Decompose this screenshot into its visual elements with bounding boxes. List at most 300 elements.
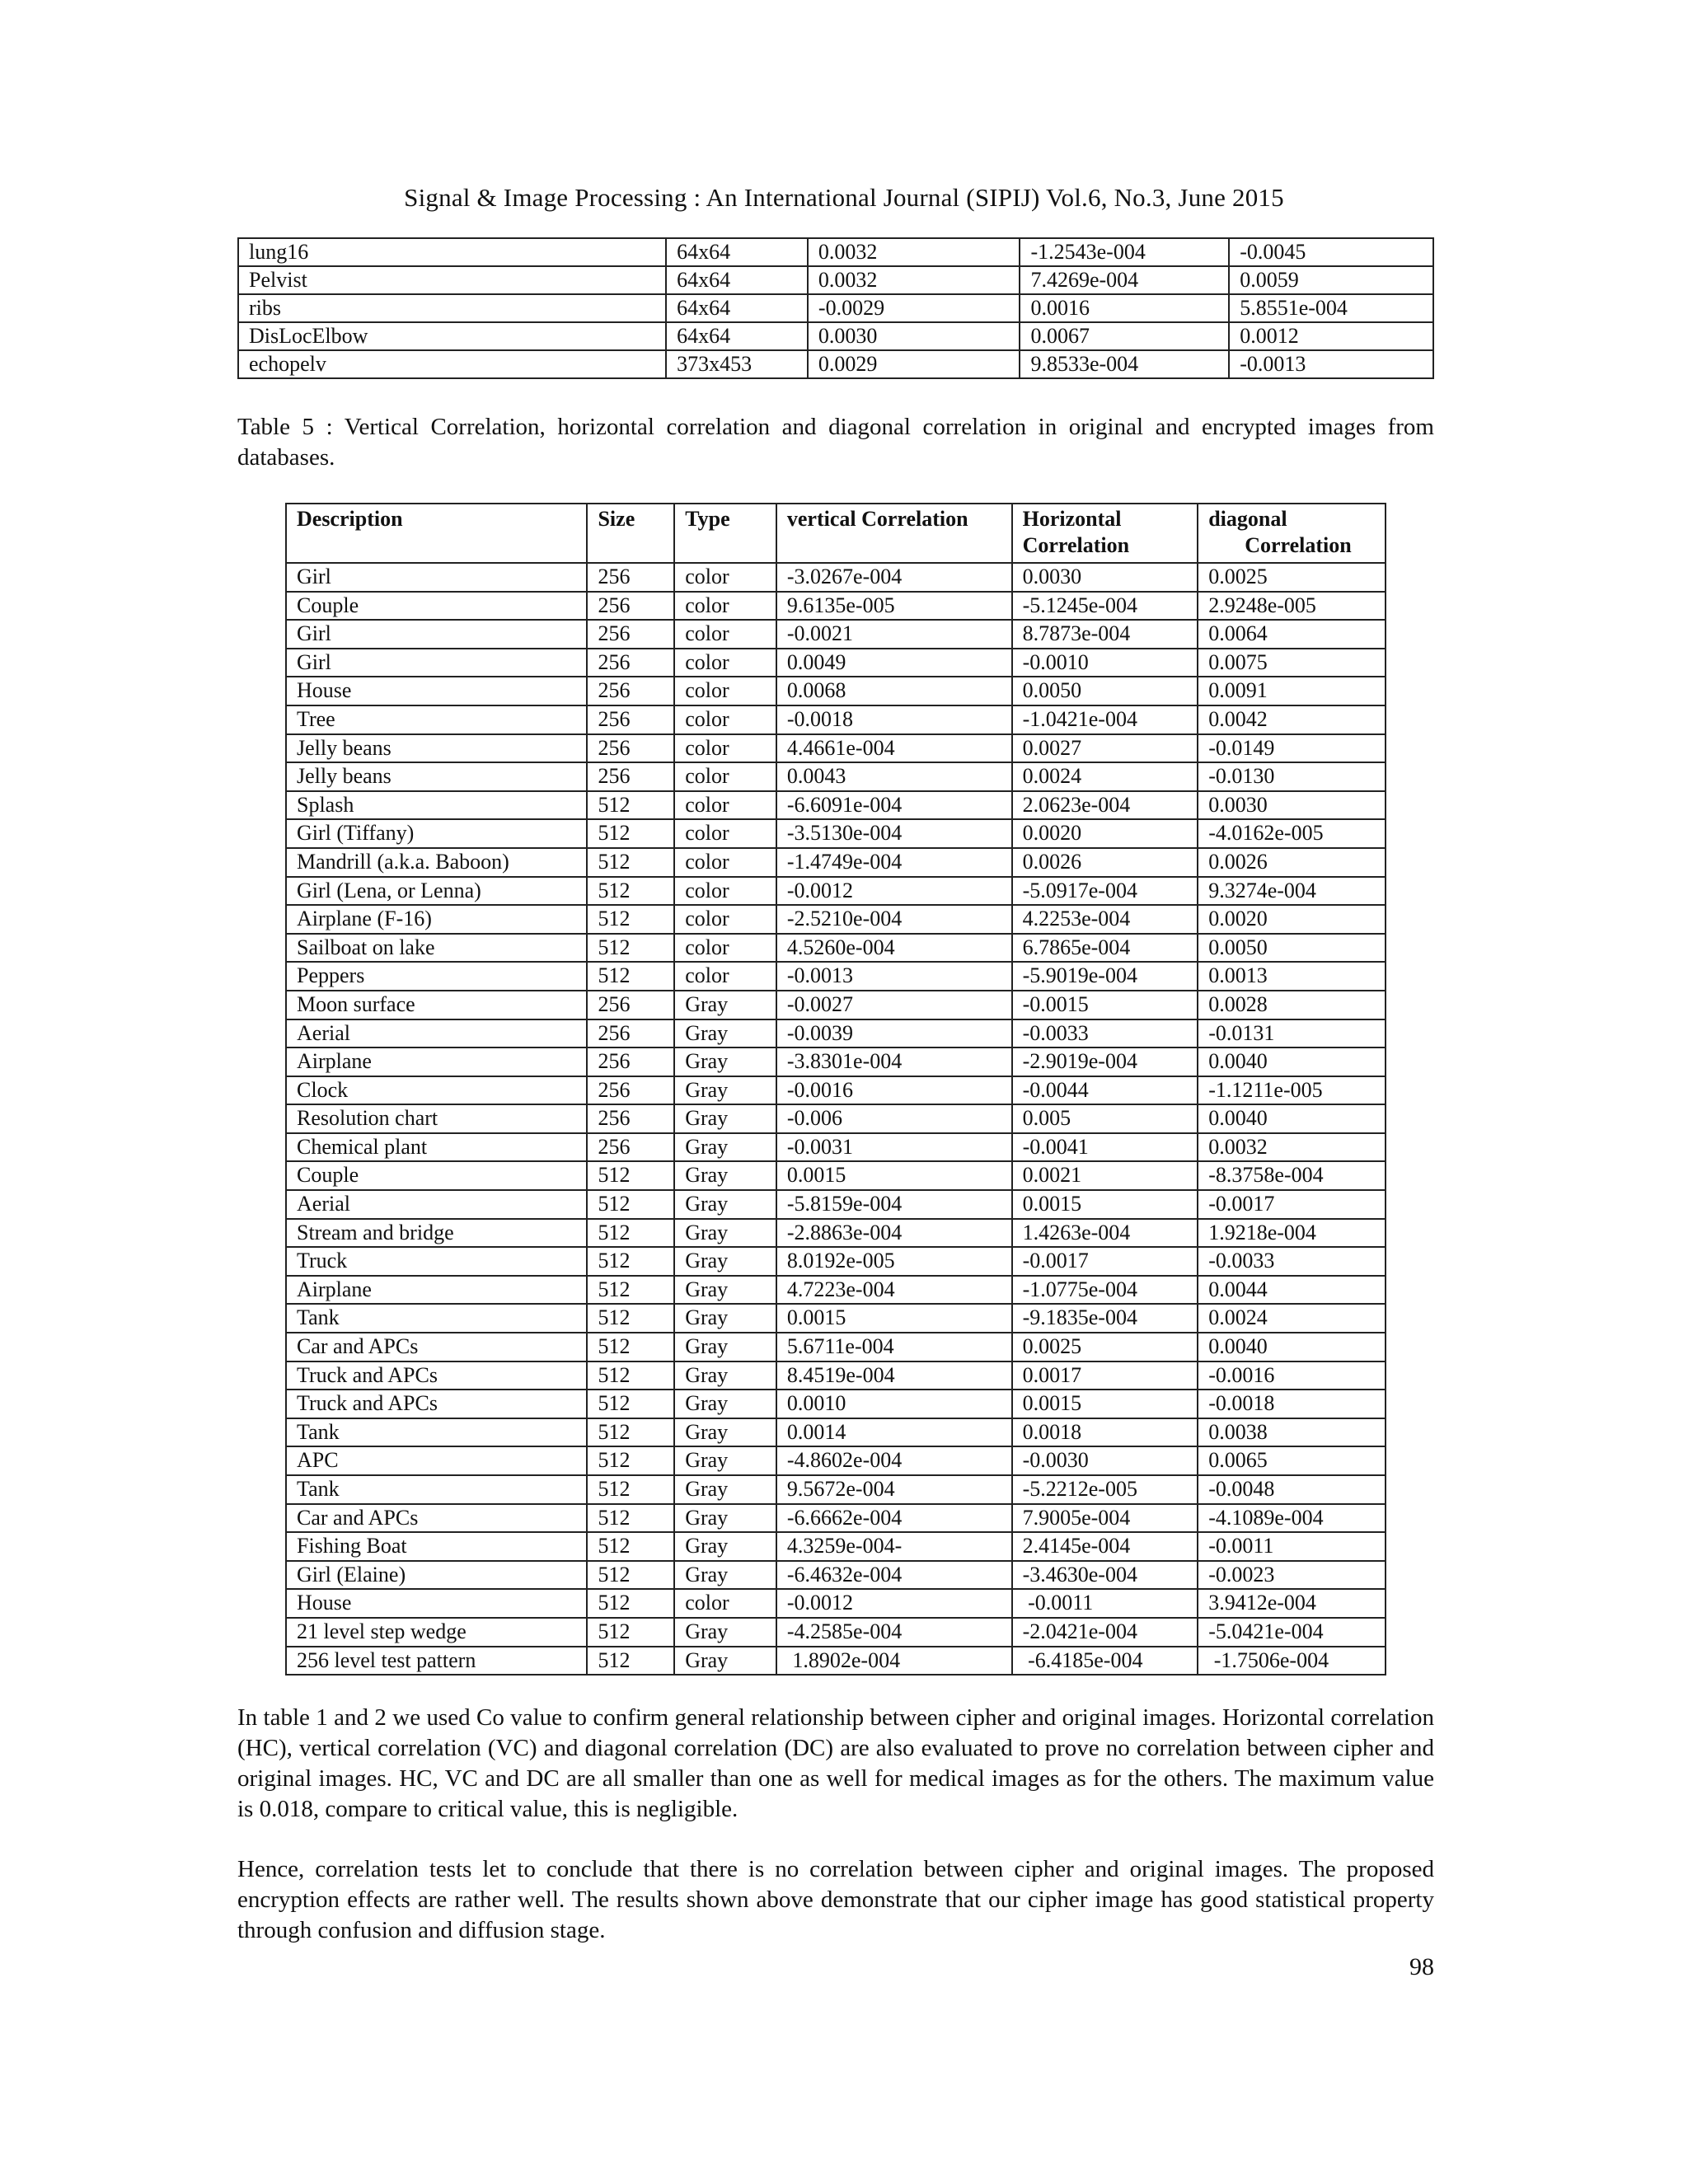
cell-type: color: [674, 734, 776, 763]
cell-diagonal-correlation: 0.0040: [1198, 1047, 1386, 1076]
cell-horizontal-correlation: 9.8533e-004: [1020, 350, 1229, 378]
cell-vertical-correlation: -6.6662e-004: [776, 1504, 1012, 1533]
table-row: [286, 991, 1386, 1019]
cell-vertical-correlation: -2.5210e-004: [776, 905, 1012, 934]
cell-type: color: [674, 1589, 776, 1618]
cell-size: 512: [587, 1589, 674, 1618]
cell-diagonal-correlation: 0.0026: [1198, 848, 1386, 877]
cell-type: color: [674, 592, 776, 621]
cell-description: Girl: [286, 620, 587, 649]
cell-vertical-correlation: -0.0029: [808, 294, 1020, 322]
cell-horizontal-correlation: 6.7865e-004: [1012, 934, 1198, 963]
table-row: [286, 1504, 1386, 1533]
cell-horizontal-correlation: 0.0025: [1012, 1333, 1198, 1361]
cell-size: 512: [587, 934, 674, 963]
cell-vertical-correlation: 4.7223e-004: [776, 1276, 1012, 1305]
cell-image-size: 64x64: [666, 294, 808, 322]
cell-vertical-correlation: -0.0031: [776, 1133, 1012, 1162]
cell-type: color: [674, 563, 776, 592]
table-row: [286, 1390, 1386, 1418]
table-row: [238, 322, 1433, 350]
cell-horizontal-correlation: -0.0030: [1012, 1446, 1198, 1475]
cell-vertical-correlation: -4.8602e-004: [776, 1446, 1012, 1475]
cell-diagonal-correlation: 0.0059: [1229, 266, 1433, 294]
cell-vertical-correlation: -0.0018: [776, 705, 1012, 734]
cell-vertical-correlation: -5.8159e-004: [776, 1190, 1012, 1219]
cell-vertical-correlation: 0.0032: [808, 238, 1020, 266]
cell-horizontal-correlation: 0.0024: [1012, 762, 1198, 791]
cell-size: 512: [587, 1304, 674, 1333]
cell-type: color: [674, 848, 776, 877]
cell-image-size: 64x64: [666, 322, 808, 350]
cell-type: Gray: [674, 1190, 776, 1219]
cell-type: color: [674, 705, 776, 734]
cell-type: Gray: [674, 1446, 776, 1475]
cell-diagonal-correlation: 0.0075: [1198, 649, 1386, 677]
table-row: [286, 1446, 1386, 1475]
cell-description: Chemical plant: [286, 1133, 587, 1162]
cell-description: Car and APCs: [286, 1333, 587, 1361]
cell-diagonal-correlation: 0.0040: [1198, 1333, 1386, 1361]
cell-type: Gray: [674, 1076, 776, 1105]
table-row: [286, 592, 1386, 621]
cell-vertical-correlation: 1.8902e-004: [776, 1647, 1012, 1675]
cell-horizontal-correlation: -2.0421e-004: [1012, 1618, 1198, 1647]
table-row: [286, 1361, 1386, 1390]
cell-diagonal-correlation: 2.9248e-005: [1198, 592, 1386, 621]
cell-image-name: Pelvist: [238, 266, 666, 294]
cell-diagonal-correlation: -0.0023: [1198, 1561, 1386, 1590]
cell-diagonal-correlation: -0.0018: [1198, 1390, 1386, 1418]
cell-vertical-correlation: -3.0267e-004: [776, 563, 1012, 592]
header-diagonal-line1: diagonal: [1208, 507, 1287, 531]
cell-type: color: [674, 962, 776, 991]
table-row: [286, 1532, 1386, 1561]
cell-size: 256: [587, 592, 674, 621]
cell-vertical-correlation: 8.4519e-004: [776, 1361, 1012, 1390]
header-horizontal-line2: Correlation: [1022, 533, 1130, 557]
cell-size: 512: [587, 791, 674, 820]
cell-diagonal-correlation: 0.0032: [1198, 1133, 1386, 1162]
cell-image-size: 64x64: [666, 266, 808, 294]
cell-image-name: echopelv: [238, 350, 666, 378]
cell-vertical-correlation: -0.0016: [776, 1076, 1012, 1105]
cell-diagonal-correlation: 1.9218e-004: [1198, 1219, 1386, 1248]
table-row: [286, 620, 1386, 649]
cell-description: Moon surface: [286, 991, 587, 1019]
table-row: [286, 563, 1386, 592]
cell-type: Gray: [674, 1475, 776, 1504]
cell-type: color: [674, 649, 776, 677]
correlation-table: [285, 503, 1386, 1675]
cell-horizontal-correlation: 0.0021: [1012, 1161, 1198, 1190]
cell-size: 512: [587, 1618, 674, 1647]
cell-vertical-correlation: -0.0012: [776, 1589, 1012, 1618]
table-row: [286, 1418, 1386, 1447]
table-row: [286, 1333, 1386, 1361]
cell-vertical-correlation: 0.0068: [776, 677, 1012, 705]
cell-diagonal-correlation: 0.0013: [1198, 962, 1386, 991]
table-row: [286, 934, 1386, 963]
table-row: [286, 791, 1386, 820]
table-row: [286, 1647, 1386, 1675]
cell-horizontal-correlation: -0.0033: [1012, 1019, 1198, 1048]
cell-size: 256: [587, 991, 674, 1019]
cell-diagonal-correlation: -1.1211e-005: [1198, 1076, 1386, 1105]
cell-horizontal-correlation: 2.0623e-004: [1012, 791, 1198, 820]
cell-size: 256: [587, 620, 674, 649]
cell-size: 512: [587, 1333, 674, 1361]
cell-vertical-correlation: 0.0015: [776, 1161, 1012, 1190]
cell-diagonal-correlation: 0.0050: [1198, 934, 1386, 963]
cell-description: Girl (Elaine): [286, 1561, 587, 1590]
cell-description: Girl: [286, 563, 587, 592]
cell-vertical-correlation: 0.0049: [776, 649, 1012, 677]
cell-vertical-correlation: 0.0043: [776, 762, 1012, 791]
cell-description: Airplane (F-16): [286, 905, 587, 934]
cell-vertical-correlation: 4.4661e-004: [776, 734, 1012, 763]
cell-type: Gray: [674, 1418, 776, 1447]
cell-diagonal-correlation: -0.0149: [1198, 734, 1386, 763]
cell-type: Gray: [674, 1019, 776, 1048]
cell-horizontal-correlation: 0.0050: [1012, 677, 1198, 705]
cell-description: Tank: [286, 1304, 587, 1333]
cell-vertical-correlation: 0.0029: [808, 350, 1020, 378]
cell-description: Tree: [286, 705, 587, 734]
cell-size: 256: [587, 705, 674, 734]
cell-diagonal-correlation: 0.0020: [1198, 905, 1386, 934]
cell-description: 256 level test pattern: [286, 1647, 587, 1675]
table-row: [286, 877, 1386, 906]
cell-diagonal-correlation: 0.0040: [1198, 1104, 1386, 1133]
cell-type: color: [674, 791, 776, 820]
cell-horizontal-correlation: -9.1835e-004: [1012, 1304, 1198, 1333]
cell-type: color: [674, 762, 776, 791]
cell-horizontal-correlation: 0.0026: [1012, 848, 1198, 877]
cell-description: Sailboat on lake: [286, 934, 587, 963]
table-row: [286, 1475, 1386, 1504]
cell-horizontal-correlation: -1.0775e-004: [1012, 1276, 1198, 1305]
cell-size: 256: [587, 649, 674, 677]
body-paragraph-2: Hence, correlation tests let to conclude that there is no correlation between cipher and original images. The proposed encryption effects are rather well. The results shown above demonstrate that our cipher image has good statistical property through confusion and diffusion stage.: [237, 1856, 1434, 1943]
cell-diagonal-correlation: 0.0012: [1229, 322, 1433, 350]
cell-horizontal-correlation: 7.4269e-004: [1020, 266, 1229, 294]
cell-description: Truck and APCs: [286, 1361, 587, 1390]
cell-horizontal-correlation: 0.0017: [1012, 1361, 1198, 1390]
cell-size: 256: [587, 677, 674, 705]
cell-type: Gray: [674, 1219, 776, 1248]
cell-description: Girl (Lena, or Lenna): [286, 877, 587, 906]
table-row: [286, 705, 1386, 734]
cell-vertical-correlation: 0.0010: [776, 1390, 1012, 1418]
cell-description: Splash: [286, 791, 587, 820]
cell-description: Tank: [286, 1418, 587, 1447]
cell-horizontal-correlation: 0.0018: [1012, 1418, 1198, 1447]
cell-vertical-correlation: 9.6135e-005: [776, 592, 1012, 621]
cell-description: Tank: [286, 1475, 587, 1504]
cell-type: color: [674, 905, 776, 934]
cell-diagonal-correlation: -4.1089e-004: [1198, 1504, 1386, 1533]
cell-diagonal-correlation: -5.0421e-004: [1198, 1618, 1386, 1647]
cell-diagonal-correlation: -1.7506e-004: [1198, 1647, 1386, 1675]
table-row: [238, 266, 1433, 294]
cell-type: Gray: [674, 1504, 776, 1533]
cell-size: 256: [587, 563, 674, 592]
cell-diagonal-correlation: -4.0162e-005: [1198, 819, 1386, 848]
cell-diagonal-correlation: 0.0065: [1198, 1446, 1386, 1475]
cell-size: 256: [587, 1104, 674, 1133]
cell-vertical-correlation: -6.6091e-004: [776, 791, 1012, 820]
cell-vertical-correlation: -4.2585e-004: [776, 1618, 1012, 1647]
cell-vertical-correlation: -0.0021: [776, 620, 1012, 649]
cell-vertical-correlation: -0.0039: [776, 1019, 1012, 1048]
cell-horizontal-correlation: -0.0041: [1012, 1133, 1198, 1162]
cell-type: Gray: [674, 1047, 776, 1076]
cell-diagonal-correlation: 0.0064: [1198, 620, 1386, 649]
cell-diagonal-correlation: 0.0028: [1198, 991, 1386, 1019]
top-table-continuation: [237, 237, 1434, 379]
cell-description: Couple: [286, 1161, 587, 1190]
cell-vertical-correlation: -2.8863e-004: [776, 1219, 1012, 1248]
table-row: [286, 1019, 1386, 1048]
cell-horizontal-correlation: 1.4263e-004: [1012, 1219, 1198, 1248]
cell-type: Gray: [674, 1532, 776, 1561]
cell-size: 512: [587, 848, 674, 877]
cell-diagonal-correlation: -0.0048: [1198, 1475, 1386, 1504]
cell-diagonal-correlation: -0.0130: [1198, 762, 1386, 791]
cell-size: 512: [587, 905, 674, 934]
cell-diagonal-correlation: 0.0038: [1198, 1418, 1386, 1447]
cell-type: Gray: [674, 1361, 776, 1390]
cell-horizontal-correlation: 0.0027: [1012, 734, 1198, 763]
cell-image-name: DisLocElbow: [238, 322, 666, 350]
cell-description: Truck: [286, 1247, 587, 1276]
cell-description: Jelly beans: [286, 734, 587, 763]
cell-description: Peppers: [286, 962, 587, 991]
cell-type: Gray: [674, 1161, 776, 1190]
table-row: [286, 677, 1386, 705]
cell-description: 21 level step wedge: [286, 1618, 587, 1647]
cell-vertical-correlation: 0.0032: [808, 266, 1020, 294]
table-row: [286, 1133, 1386, 1162]
cell-description: Truck and APCs: [286, 1390, 587, 1418]
header-diagonal-line2: Correlation: [1245, 533, 1352, 557]
cell-size: 512: [587, 1647, 674, 1675]
cell-description: Clock: [286, 1076, 587, 1105]
table-row: [286, 1589, 1386, 1618]
cell-type: color: [674, 877, 776, 906]
cell-vertical-correlation: 5.6711e-004: [776, 1333, 1012, 1361]
cell-size: 512: [587, 1161, 674, 1190]
cell-size: 256: [587, 1047, 674, 1076]
cell-horizontal-correlation: 0.0020: [1012, 819, 1198, 848]
cell-size: 256: [587, 1019, 674, 1048]
cell-vertical-correlation: 0.0015: [776, 1304, 1012, 1333]
cell-size: 512: [587, 1504, 674, 1533]
cell-type: Gray: [674, 1104, 776, 1133]
cell-diagonal-correlation: -0.0131: [1198, 1019, 1386, 1048]
table-row: [286, 819, 1386, 848]
cell-description: Airplane: [286, 1047, 587, 1076]
table-row: [286, 1618, 1386, 1647]
cell-image-size: 64x64: [666, 238, 808, 266]
cell-image-size: 373x453: [666, 350, 808, 378]
cell-horizontal-correlation: 2.4145e-004: [1012, 1532, 1198, 1561]
cell-size: 512: [587, 819, 674, 848]
cell-size: 512: [587, 1190, 674, 1219]
header-description: Description: [286, 504, 587, 563]
cell-vertical-correlation: -3.8301e-004: [776, 1047, 1012, 1076]
cell-description: Girl (Tiffany): [286, 819, 587, 848]
cell-size: 512: [587, 1247, 674, 1276]
cell-horizontal-correlation: 7.9005e-004: [1012, 1504, 1198, 1533]
cell-description: Resolution chart: [286, 1104, 587, 1133]
cell-diagonal-correlation: 0.0024: [1198, 1304, 1386, 1333]
table-row: [286, 962, 1386, 991]
cell-horizontal-correlation: 0.0016: [1020, 294, 1229, 322]
cell-size: 512: [587, 1418, 674, 1447]
cell-type: color: [674, 819, 776, 848]
cell-size: 512: [587, 1276, 674, 1305]
cell-horizontal-correlation: 0.005: [1012, 1104, 1198, 1133]
cell-diagonal-correlation: -8.3758e-004: [1198, 1161, 1386, 1190]
table-row: [286, 762, 1386, 791]
table-row: [286, 1104, 1386, 1133]
cell-size: 512: [587, 962, 674, 991]
cell-type: Gray: [674, 991, 776, 1019]
table-row: [286, 1190, 1386, 1219]
cell-vertical-correlation: -0.0012: [776, 877, 1012, 906]
cell-horizontal-correlation: -0.0011: [1012, 1589, 1198, 1618]
cell-type: Gray: [674, 1647, 776, 1675]
cell-vertical-correlation: 4.5260e-004: [776, 934, 1012, 963]
header-type: Type: [674, 504, 776, 563]
cell-horizontal-correlation: -5.2212e-005: [1012, 1475, 1198, 1504]
header-vertical-correlation: vertical Correlation: [776, 504, 1012, 563]
cell-image-name: ribs: [238, 294, 666, 322]
header-diagonal-correlation: [1198, 504, 1386, 563]
cell-horizontal-correlation: -6.4185e-004: [1012, 1647, 1198, 1675]
cell-diagonal-correlation: -0.0013: [1229, 350, 1433, 378]
table-row: [286, 848, 1386, 877]
cell-vertical-correlation: -0.0013: [776, 962, 1012, 991]
cell-horizontal-correlation: -0.0017: [1012, 1247, 1198, 1276]
table-row: [286, 905, 1386, 934]
cell-type: Gray: [674, 1618, 776, 1647]
cell-vertical-correlation: -0.006: [776, 1104, 1012, 1133]
cell-description: Girl: [286, 649, 587, 677]
cell-type: Gray: [674, 1247, 776, 1276]
cell-diagonal-correlation: -0.0017: [1198, 1190, 1386, 1219]
cell-type: Gray: [674, 1133, 776, 1162]
header-horizontal-line1: Horizontal: [1022, 507, 1122, 531]
cell-type: Gray: [674, 1561, 776, 1590]
cell-type: Gray: [674, 1276, 776, 1305]
table-caption: Table 5 : Vertical Correlation, horizontal correlation and diagonal correlation in original and encrypted images from databases.: [237, 414, 1434, 471]
cell-type: Gray: [674, 1390, 776, 1418]
cell-size: 512: [587, 1219, 674, 1248]
header-size: Size: [587, 504, 674, 563]
table-row: [286, 1304, 1386, 1333]
cell-type: color: [674, 677, 776, 705]
cell-description: Aerial: [286, 1190, 587, 1219]
cell-diagonal-correlation: 3.9412e-004: [1198, 1589, 1386, 1618]
cell-diagonal-correlation: 0.0044: [1198, 1276, 1386, 1305]
cell-size: 512: [587, 1532, 674, 1561]
cell-description: Fishing Boat: [286, 1532, 587, 1561]
cell-horizontal-correlation: 0.0015: [1012, 1390, 1198, 1418]
page-number: 98: [1409, 1953, 1434, 1980]
cell-description: Aerial: [286, 1019, 587, 1048]
cell-vertical-correlation: 4.3259e-004-: [776, 1532, 1012, 1561]
cell-diagonal-correlation: 0.0030: [1198, 791, 1386, 820]
table-row: [286, 649, 1386, 677]
cell-size: 512: [587, 877, 674, 906]
table-header-row: [286, 504, 1386, 563]
cell-vertical-correlation: -3.5130e-004: [776, 819, 1012, 848]
cell-horizontal-correlation: -5.1245e-004: [1012, 592, 1198, 621]
cell-type: color: [674, 620, 776, 649]
cell-size: 256: [587, 1076, 674, 1105]
cell-vertical-correlation: 0.0014: [776, 1418, 1012, 1447]
table-row: [238, 238, 1433, 266]
cell-image-name: lung16: [238, 238, 666, 266]
table-row: [286, 1047, 1386, 1076]
cell-vertical-correlation: 9.5672e-004: [776, 1475, 1012, 1504]
cell-size: 512: [587, 1561, 674, 1590]
cell-diagonal-correlation: 0.0091: [1198, 677, 1386, 705]
cell-diagonal-correlation: -0.0033: [1198, 1247, 1386, 1276]
running-header: Signal & Image Processing : An International Journal (SIPIJ) Vol.6, No.3, June 2015: [404, 183, 1284, 212]
cell-diagonal-correlation: 0.0042: [1198, 705, 1386, 734]
cell-horizontal-correlation: 8.7873e-004: [1012, 620, 1198, 649]
cell-diagonal-correlation: 5.8551e-004: [1229, 294, 1433, 322]
cell-description: Couple: [286, 592, 587, 621]
cell-type: Gray: [674, 1304, 776, 1333]
cell-horizontal-correlation: -5.0917e-004: [1012, 877, 1198, 906]
cell-horizontal-correlation: -0.0010: [1012, 649, 1198, 677]
cell-horizontal-correlation: -1.0421e-004: [1012, 705, 1198, 734]
table-row: [286, 1161, 1386, 1190]
cell-size: 256: [587, 762, 674, 791]
cell-horizontal-correlation: -0.0044: [1012, 1076, 1198, 1105]
cell-vertical-correlation: -1.4749e-004: [776, 848, 1012, 877]
table-row: [286, 734, 1386, 763]
cell-description: APC: [286, 1446, 587, 1475]
cell-description: House: [286, 1589, 587, 1618]
cell-size: 512: [587, 1390, 674, 1418]
cell-diagonal-correlation: -0.0016: [1198, 1361, 1386, 1390]
table-row: [286, 1247, 1386, 1276]
cell-diagonal-correlation: -0.0045: [1229, 238, 1433, 266]
table-row: [286, 1561, 1386, 1590]
table-row: [238, 350, 1433, 378]
body-paragraph-1: In table 1 and 2 we used Co value to confirm general relationship between cipher and original images. Horizontal correlation (HC), vertical correlation (VC) and diagonal correlation (DC) are also evaluated to prove no correlation between cipher and original images. HC, VC and DC are all smaller than one as well for medical images as for the others. The maximum value is 0.018, compare to critical value, this is negligible.: [237, 1704, 1434, 1822]
cell-diagonal-correlation: 0.0025: [1198, 563, 1386, 592]
cell-size: 256: [587, 1133, 674, 1162]
table-row: [286, 1219, 1386, 1248]
cell-description: Mandrill (a.k.a. Baboon): [286, 848, 587, 877]
table-row: [238, 294, 1433, 322]
cell-vertical-correlation: -6.4632e-004: [776, 1561, 1012, 1590]
cell-horizontal-correlation: -3.4630e-004: [1012, 1561, 1198, 1590]
cell-description: Car and APCs: [286, 1504, 587, 1533]
cell-description: Jelly beans: [286, 762, 587, 791]
cell-horizontal-correlation: 0.0015: [1012, 1190, 1198, 1219]
cell-description: House: [286, 677, 587, 705]
cell-horizontal-correlation: 0.0067: [1020, 322, 1229, 350]
header-horizontal-correlation: [1012, 504, 1198, 563]
